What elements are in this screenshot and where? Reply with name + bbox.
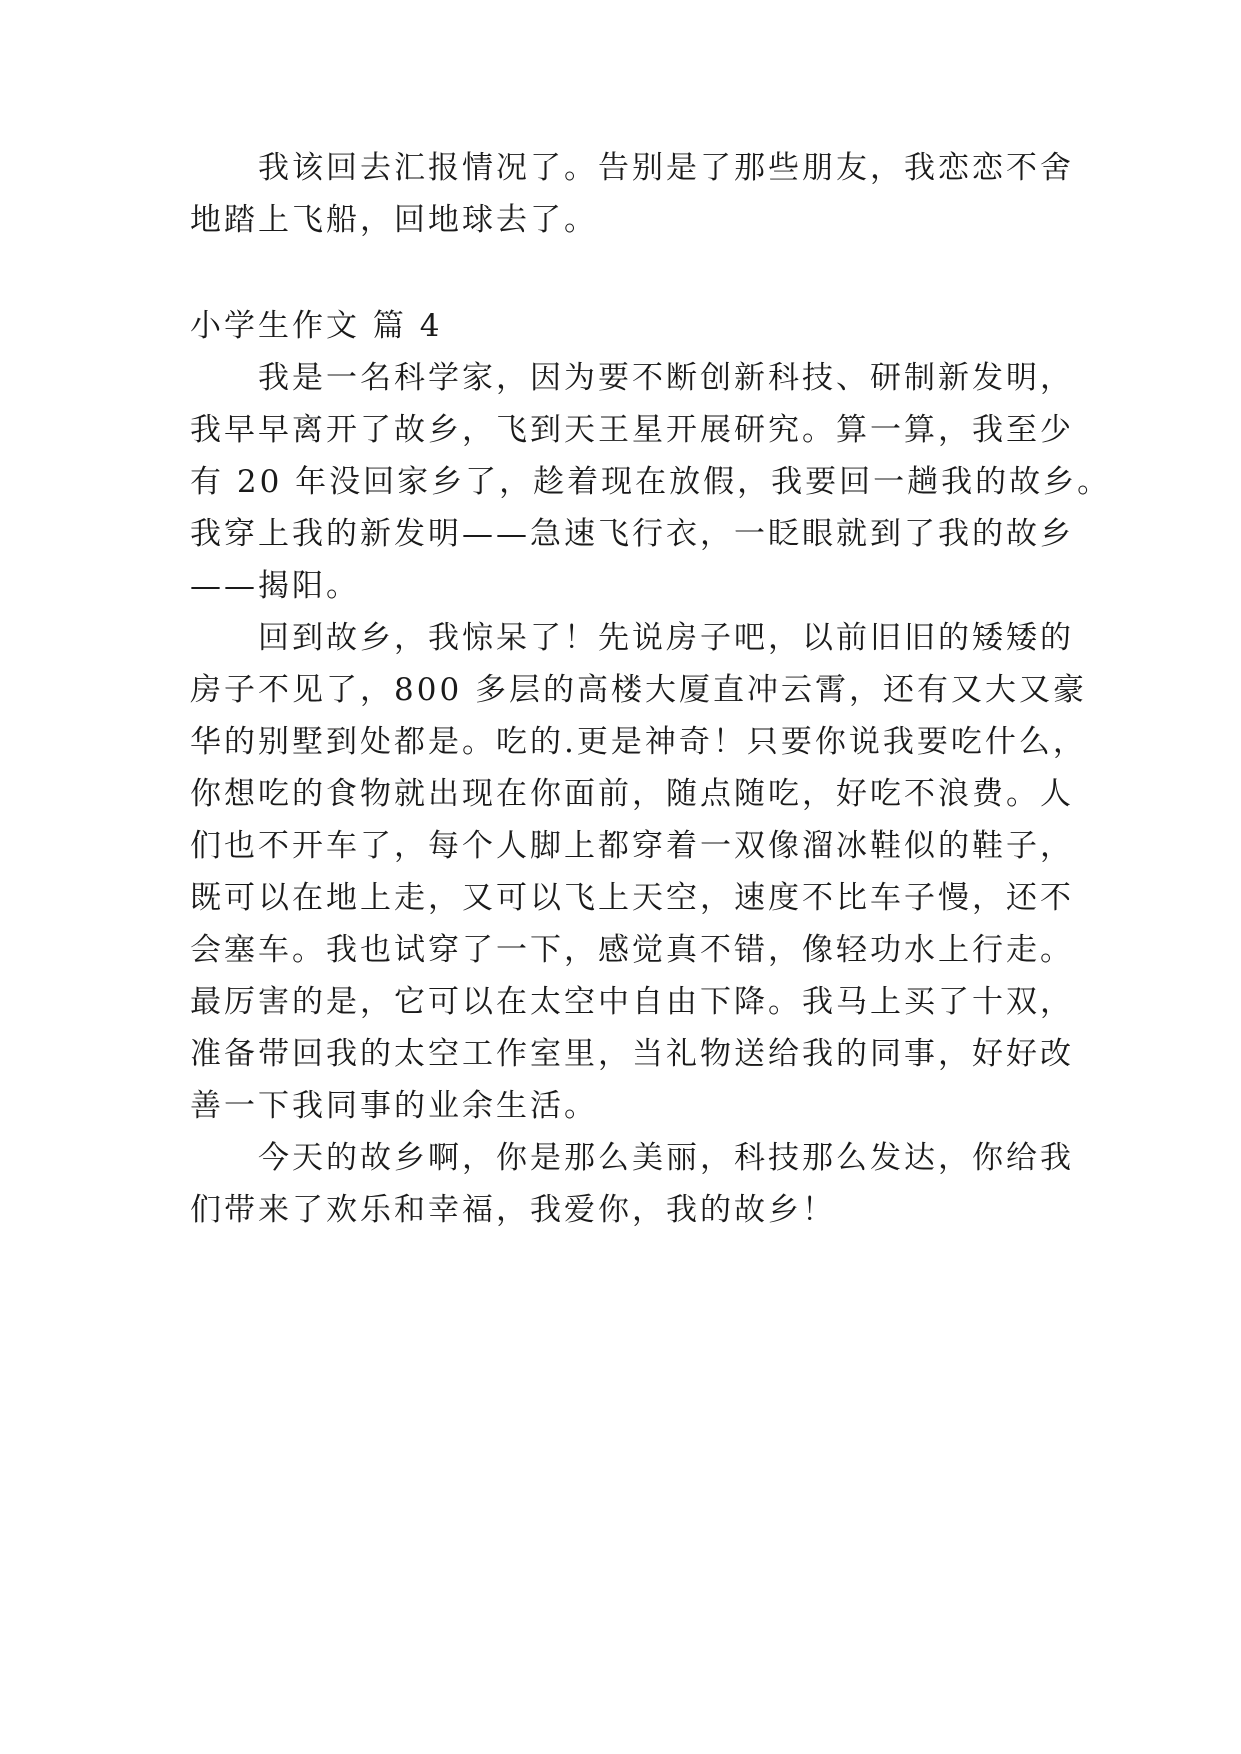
paragraph-1-line-1: 我是一名科学家，因为要不断创新科技、研制新发明， (258, 360, 1074, 396)
paragraph-1-line-2: 我早早离开了故乡，飞到天王星开展研究。算一算，我至少 (190, 412, 1074, 448)
section-heading: 小学生作文 篇 4 (190, 308, 443, 344)
intro-line-1: 我该回去汇报情况了。告别是了那些朋友，我恋恋不舍 (258, 150, 1074, 186)
paragraph-2-line-10: 善一下我同事的业余生活。 (190, 1088, 598, 1124)
paragraph-2-line-5: 们也不开车了，每个人脚上都穿着一双像溜冰鞋似的鞋子， (190, 828, 1074, 864)
paragraph-3-line-1: 今天的故乡啊，你是那么美丽，科技那么发达，你给我 (258, 1140, 1074, 1176)
paragraph-2-line-9: 准备带回我的太空工作室里，当礼物送给我的同事，好好改 (190, 1036, 1074, 1072)
paragraph-2-line-7: 会塞车。我也试穿了一下，感觉真不错，像轻功水上行走。 (190, 932, 1074, 968)
intro-line-2: 地踏上飞船，回地球去了。 (190, 202, 598, 238)
paragraph-1-line-4: 我穿上我的新发明——急速飞行衣，一眨眼就到了我的故乡 (190, 516, 1074, 552)
paragraph-1-line-5: ——揭阳。 (190, 568, 360, 604)
paragraph-1-line-3: 有 20 年没回家乡了，趁着现在放假，我要回一趟我的故乡。 (190, 464, 1112, 500)
paragraph-2-line-1: 回到故乡，我惊呆了！先说房子吧，以前旧旧的矮矮的 (258, 620, 1074, 656)
paragraph-2-line-4: 你想吃的食物就出现在你面前，随点随吃，好吃不浪费。人 (190, 776, 1074, 812)
paragraph-2-line-6: 既可以在地上走，又可以飞上天空，速度不比车子慢，还不 (190, 880, 1074, 916)
paragraph-3-line-2: 们带来了欢乐和幸福，我爱你，我的故乡！ (190, 1192, 836, 1228)
paragraph-2-line-8: 最厉害的是，它可以在太空中自由下降。我马上买了十双， (190, 984, 1074, 1020)
paragraph-2-line-2: 房子不见了，800 多层的高楼大厦直冲云霄，还有又大又豪 (190, 672, 1088, 708)
paragraph-2-line-3: 华的别墅到处都是。吃的.更是神奇！只要你说我要吃什么， (190, 724, 1087, 760)
